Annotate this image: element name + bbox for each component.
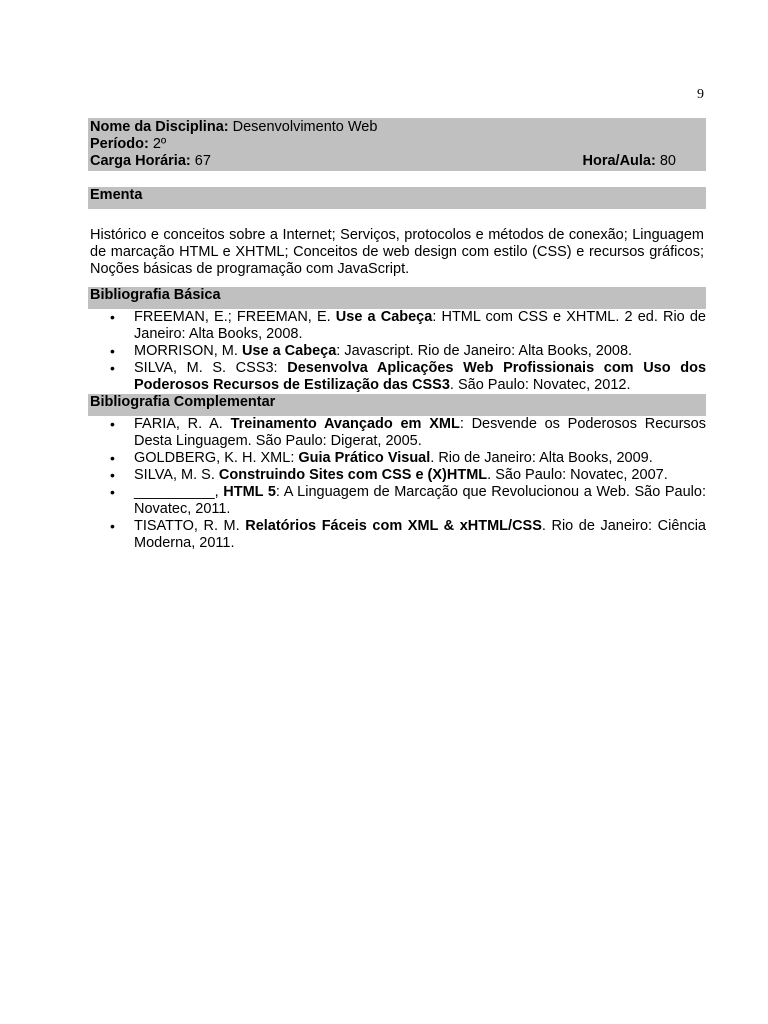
bibliografia-basica-header: Bibliografia Básica [88, 287, 706, 309]
reference-item [88, 518, 706, 552]
period-value: 2º [152, 136, 167, 152]
bibliografia-complementar-list [88, 416, 706, 552]
discipline-name-line [90, 119, 704, 136]
workload-group [90, 153, 211, 170]
reference-author: SILVA, M. S. [134, 467, 219, 483]
reference-author: MORRISON, M. [134, 343, 242, 359]
ementa-text: Histórico e conceitos sobre a Internet; Serviços, protocolos e métodos de conexão; Linguagem de marcação HTML e XHTML; Conceitos de web design com estilo (CSS) e recursos gráficos; Noções básicas de programação com JavaScript. [90, 227, 704, 277]
reference-title: Relatórios Fáceis com XML & xHTML/CSS [245, 518, 542, 534]
reference-details: : Javascript. Rio de Janeiro: Alta Books, 2008. [336, 343, 633, 359]
discipline-name-label: Nome da Disciplina: [90, 119, 229, 135]
reference-item [88, 309, 706, 343]
bullet-icon: • [110, 416, 115, 432]
reference-item [88, 484, 706, 518]
reference-title: Guia Prático Visual [298, 450, 431, 466]
reference-item [88, 450, 706, 467]
reference-author: GOLDBERG, K. H. XML: [134, 450, 299, 466]
hours-label: Hora/Aula: [582, 153, 656, 169]
reference-details: : HTML com CSS e XHTML. 2 ed. Rio de Janeiro: Alta Books, 2008. [134, 309, 706, 342]
reference-author: FREEMAN, E.; FREEMAN, E. [134, 309, 336, 325]
period-line [90, 136, 704, 153]
reference-details: . Rio de Janeiro: Alta Books, 2009. [430, 450, 653, 466]
reference-item [88, 467, 706, 484]
reference-details: . São Paulo: Novatec, 2007. [487, 467, 668, 483]
reference-details: : Desvende os Poderosos Recursos Desta Linguagem. São Paulo: Digerat, 2005. [134, 416, 706, 449]
bullet-icon: • [110, 309, 115, 325]
page-number: 9 [697, 87, 704, 102]
reference-title: HTML 5 [223, 484, 276, 500]
reference-title: Construindo Sites com CSS e (X)HTML [218, 467, 488, 483]
ementa-header: Ementa [88, 187, 706, 209]
bullet-icon: • [110, 518, 115, 534]
reference-title: Use a Cabeça [241, 343, 337, 359]
reference-author: TISATTO, R. M. [134, 518, 246, 534]
reference-details: . Rio de Janeiro: Ciência Moderna, 2011. [134, 518, 706, 551]
document-content [88, 118, 706, 552]
workload-label: Carga Horária: [90, 153, 191, 169]
bullet-icon: • [110, 343, 115, 359]
discipline-name-value: Desenvolvimento Web [232, 119, 378, 135]
reference-item [88, 343, 706, 360]
reference-title: Treinamento Avançado em XML [230, 416, 460, 432]
discipline-info-block [88, 118, 706, 171]
bullet-icon: • [110, 360, 115, 376]
reference-details: : A Linguagem de Marcação que Revolucionou a Web. São Paulo: Novatec, 2011. [134, 484, 706, 517]
bibliografia-basica-list [88, 309, 706, 394]
reference-author: FARIA, R. A. [134, 416, 231, 432]
hours-value: 80 [659, 153, 676, 169]
reference-item [88, 416, 706, 450]
reference-details: . São Paulo: Novatec, 2012. [449, 377, 631, 393]
reference-title: Use a Cabeça [335, 309, 433, 325]
bullet-icon: • [110, 467, 115, 483]
bibliografia-complementar-header: Bibliografia Complementar [88, 394, 706, 416]
reference-author: __________, [134, 484, 224, 500]
bullet-icon: • [110, 450, 115, 466]
period-label: Período: [90, 136, 149, 152]
reference-title: Desenvolva Aplicações Web Profissionais com Uso dos Poderosos Recursos de Estilização das CSS3 [134, 360, 707, 393]
hours-group [583, 153, 677, 170]
bullet-icon: • [110, 484, 115, 500]
reference-author: SILVA, M. S. CSS3: [134, 360, 288, 376]
workload-line [90, 153, 704, 170]
workload-value: 67 [194, 153, 211, 169]
reference-item [88, 360, 706, 394]
